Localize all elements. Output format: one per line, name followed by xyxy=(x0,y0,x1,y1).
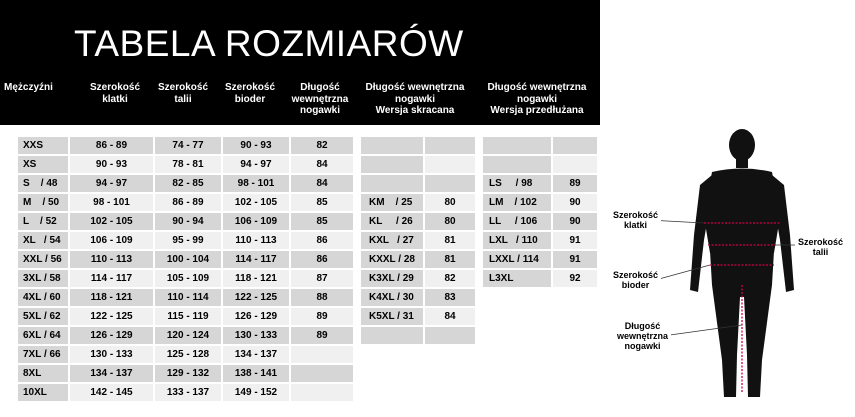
short-len-cell: 81 xyxy=(425,232,475,249)
table-cell-chest: 94 - 97 xyxy=(70,175,153,192)
table-cell-size: 7XL / 66 xyxy=(18,346,68,363)
long-len-cell: 90 xyxy=(553,213,597,230)
short-len-cell: 83 xyxy=(425,289,475,306)
table-cell-chest: 110 - 113 xyxy=(70,251,153,268)
table-cell-size: XS xyxy=(18,156,68,173)
short-len-cell: 82 xyxy=(425,270,475,287)
table-cell-waist: 78 - 81 xyxy=(155,156,221,173)
table-cell-hips: 138 - 141 xyxy=(223,365,289,382)
table-cell-hips: 98 - 101 xyxy=(223,175,289,192)
table-cell-waist: 125 - 128 xyxy=(155,346,221,363)
short-size-cell: K3XL / 29 xyxy=(361,270,423,287)
table-cell-inseam: 82 xyxy=(291,137,353,154)
table-cell-size: 3XL / 58 xyxy=(18,270,68,287)
long-size-cell: LS / 98 xyxy=(483,175,551,192)
short-size-cell: KXXL / 28 xyxy=(361,251,423,268)
figure-label-chest: Szerokość klatki xyxy=(610,208,661,232)
table-cell-waist: 82 - 85 xyxy=(155,175,221,192)
short-size-cell: K4XL / 30 xyxy=(361,289,423,306)
header-long: Długość wewnętrzna nogawki Wersja przedłużana xyxy=(487,82,587,116)
long-size-cell: LXL / 110 xyxy=(483,232,551,249)
long-len-cell: 92 xyxy=(553,270,597,287)
table-cell-chest: 90 - 93 xyxy=(70,156,153,173)
figure-label-waist: Szerokość talii xyxy=(795,235,846,259)
table-cell-inseam: 84 xyxy=(291,156,353,173)
short-empty-cell xyxy=(361,327,423,344)
table-cell-waist: 120 - 124 xyxy=(155,327,221,344)
figure-label-hips: Szerokość bioder xyxy=(610,268,661,292)
table-cell-waist: 100 - 104 xyxy=(155,251,221,268)
table-cell-waist: 129 - 132 xyxy=(155,365,221,382)
table-cell-hips: 110 - 113 xyxy=(223,232,289,249)
short-empty-cell xyxy=(361,156,423,173)
long-size-cell: LXXL / 114 xyxy=(483,251,551,268)
table-cell-size: 6XL / 64 xyxy=(18,327,68,344)
table-cell-waist: 105 - 109 xyxy=(155,270,221,287)
table-cell-inseam xyxy=(291,365,353,382)
short-empty-cell xyxy=(425,175,475,192)
table-cell-chest: 142 - 145 xyxy=(70,384,153,401)
table-cell-inseam: 85 xyxy=(291,194,353,211)
long-len-cell: 89 xyxy=(553,175,597,192)
table-cell-inseam: 84 xyxy=(291,175,353,192)
long-len-cell: 91 xyxy=(553,232,597,249)
short-empty-cell xyxy=(425,156,475,173)
table-cell-waist: 86 - 89 xyxy=(155,194,221,211)
short-empty-cell xyxy=(425,327,475,344)
table-cell-hips: 90 - 93 xyxy=(223,137,289,154)
table-cell-inseam: 89 xyxy=(291,327,353,344)
header-short: Długość wewnętrzna nogawki Wersja skracana xyxy=(365,82,465,116)
short-empty-cell xyxy=(361,137,423,154)
figure-label-inseam: Długość wewnętrzna nogawki xyxy=(614,319,671,353)
long-empty-cell xyxy=(553,137,597,154)
table-cell-inseam xyxy=(291,346,353,363)
header-hips: Szerokość bioder xyxy=(224,82,276,105)
table-cell-inseam xyxy=(291,384,353,401)
table-cell-hips: 130 - 133 xyxy=(223,327,289,344)
short-empty-cell xyxy=(361,175,423,192)
table-cell-size: M / 50 xyxy=(18,194,68,211)
table-cell-chest: 118 - 121 xyxy=(70,289,153,306)
long-len-cell: 90 xyxy=(553,194,597,211)
table-cell-hips: 114 - 117 xyxy=(223,251,289,268)
table-cell-chest: 102 - 105 xyxy=(70,213,153,230)
table-cell-waist: 74 - 77 xyxy=(155,137,221,154)
table-cell-inseam: 88 xyxy=(291,289,353,306)
table-cell-size: 5XL / 62 xyxy=(18,308,68,325)
table-cell-chest: 106 - 109 xyxy=(70,232,153,249)
table-cell-size: XL / 54 xyxy=(18,232,68,249)
header-inseam: Długość wewnętrzna nogawki xyxy=(291,82,349,116)
table-cell-hips: 122 - 125 xyxy=(223,289,289,306)
short-size-cell: K5XL / 31 xyxy=(361,308,423,325)
table-cell-chest: 134 - 137 xyxy=(70,365,153,382)
table-cell-inseam: 89 xyxy=(291,308,353,325)
table-cell-hips: 102 - 105 xyxy=(223,194,289,211)
table-cell-inseam: 87 xyxy=(291,270,353,287)
long-size-cell: LM / 102 xyxy=(483,194,551,211)
table-cell-hips: 126 - 129 xyxy=(223,308,289,325)
short-size-cell: KXL / 27 xyxy=(361,232,423,249)
long-size-cell: LL / 106 xyxy=(483,213,551,230)
table-cell-inseam: 85 xyxy=(291,213,353,230)
long-empty-cell xyxy=(483,137,551,154)
body-figure xyxy=(600,125,855,412)
table-cell-size: L / 52 xyxy=(18,213,68,230)
long-size-cell: L3XL xyxy=(483,270,551,287)
short-empty-cell xyxy=(425,137,475,154)
header-men: Mężczyźni xyxy=(4,82,53,93)
long-len-cell: 91 xyxy=(553,251,597,268)
table-cell-chest: 114 - 117 xyxy=(70,270,153,287)
table-cell-waist: 133 - 137 xyxy=(155,384,221,401)
table-cell-chest: 122 - 125 xyxy=(70,308,153,325)
short-len-cell: 80 xyxy=(425,194,475,211)
table-cell-waist: 90 - 94 xyxy=(155,213,221,230)
long-empty-cell xyxy=(553,156,597,173)
table-cell-waist: 110 - 114 xyxy=(155,289,221,306)
short-len-cell: 80 xyxy=(425,213,475,230)
size-table xyxy=(0,125,600,412)
short-size-cell: KL / 26 xyxy=(361,213,423,230)
table-cell-inseam: 86 xyxy=(291,251,353,268)
header-waist: Szerokość talii xyxy=(157,82,209,105)
table-cell-size: 4XL / 60 xyxy=(18,289,68,306)
table-cell-chest: 98 - 101 xyxy=(70,194,153,211)
table-cell-hips: 134 - 137 xyxy=(223,346,289,363)
table-cell-chest: 130 - 133 xyxy=(70,346,153,363)
table-cell-chest: 126 - 129 xyxy=(70,327,153,344)
table-cell-size: S / 48 xyxy=(18,175,68,192)
table-cell-hips: 106 - 109 xyxy=(223,213,289,230)
short-len-cell: 81 xyxy=(425,251,475,268)
table-cell-chest: 86 - 89 xyxy=(70,137,153,154)
table-cell-waist: 115 - 119 xyxy=(155,308,221,325)
page-title: TABELA ROZMIARÓW xyxy=(74,23,464,64)
short-len-cell: 84 xyxy=(425,308,475,325)
table-cell-hips: 149 - 152 xyxy=(223,384,289,401)
table-cell-hips: 94 - 97 xyxy=(223,156,289,173)
table-cell-size: 10XL xyxy=(18,384,68,401)
table-cell-size: 8XL xyxy=(18,365,68,382)
table-cell-hips: 118 - 121 xyxy=(223,270,289,287)
table-cell-waist: 95 - 99 xyxy=(155,232,221,249)
header-chest: Szerokość klatki xyxy=(89,82,141,105)
long-empty-cell xyxy=(483,156,551,173)
table-cell-size: XXS xyxy=(18,137,68,154)
short-size-cell: KM / 25 xyxy=(361,194,423,211)
header-banner xyxy=(0,0,600,125)
table-cell-inseam: 86 xyxy=(291,232,353,249)
table-cell-size: XXL / 56 xyxy=(18,251,68,268)
